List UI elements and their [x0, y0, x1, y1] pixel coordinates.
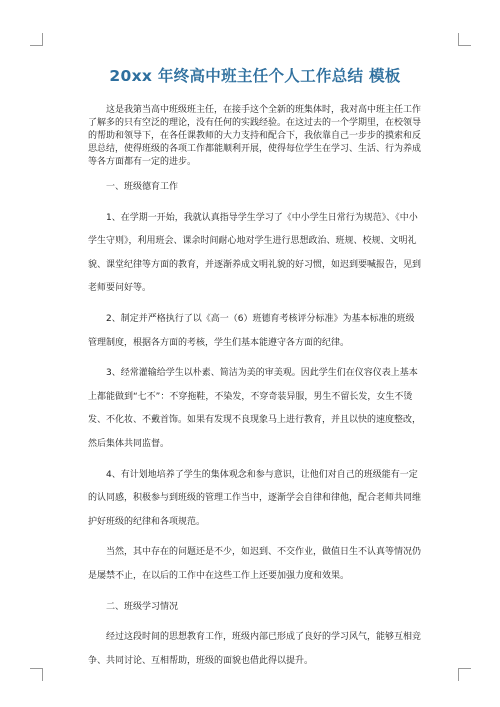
section-heading-study: 二、班级学习情况	[106, 601, 179, 612]
paragraph-item-3: 3、经常灌输给学生以朴素、简洁为美的审美观。因此学生们在仪容仪表上基本上都能做到“七不”：不穿拖鞋，不染发，不穿奇装异服，男生不留长发，女生不烫发、不化妆、不戴首饰。如果有发现不良现象马上进行教育，并且以快的速度整改，然后集体共同监督。	[88, 368, 422, 449]
crop-mark-top-right	[458, 33, 471, 46]
intro-paragraph: 这是我第当高中班级班主任，在接手这个全新的班集体时，我对高中班主任工作了解多的只有空泛的理论，没有任何的实践经验。在这过去的一个学期里，在校领导的帮助和领导下，在各任课教师的大力支持和配合下，我依靠自己一步步的摸索和反思总结，使得班级的各项工作都能顺利开展，使得每位学生在学习、生活、行为养成等各方面都有一定的进步。	[88, 105, 422, 167]
paragraph-study-atmosphere: 经过这段时间的思想教育工作，班级内部已形成了良好的学习风气，能够互相竞争、共同讨论、互相帮助，班级的面貌也借此得以提升。	[88, 632, 422, 666]
document-title: 20xx 年终高中班主任个人工作总结 模板	[109, 67, 401, 85]
crop-mark-bottom-left	[30, 668, 43, 681]
section-heading-moral-education: 一、班级德育工作	[106, 182, 179, 192]
paragraph-item-4: 4、有计划地培养了学生的集体观念和参与意识，让他们对自己的班级能有一定的认同感，积极参与到班级的管理工作当中，逐渐学会自律和律他，配合老师共同维护好班级的纪律和各项规范。	[88, 469, 422, 527]
crop-mark-top-left	[30, 33, 43, 46]
crop-mark-bottom-right	[458, 668, 471, 681]
document-page	[88, 64, 422, 673]
paragraph-problems: 当然，其中存在的问题还是不少，如迟到、不交作业，做值日生不认真等情况仍是屡禁不止，在以后的工作中在这些工作上还要加强力度和效果。	[88, 547, 422, 581]
paragraph-item-2: 2、制定并严格执行了以《高一（6）班德育考核评分标准》为基本标准的班级管理制度，根据各方面的考核，学生们基本能遵守各方面的纪律。	[88, 313, 415, 348]
paragraph-item-1: 1、在学期一开始，我就认真指导学生学习了《中小学生日常行为规范》、《中小学生守则》，利用班会、课余时间耐心地对学生进行思想政治、班规、校规、文明礼貌、课堂纪律等方面的教育，并逐渐养成文明礼貌的好习惯，如迟到要喊报告，见到老师要问好等。	[88, 212, 422, 294]
